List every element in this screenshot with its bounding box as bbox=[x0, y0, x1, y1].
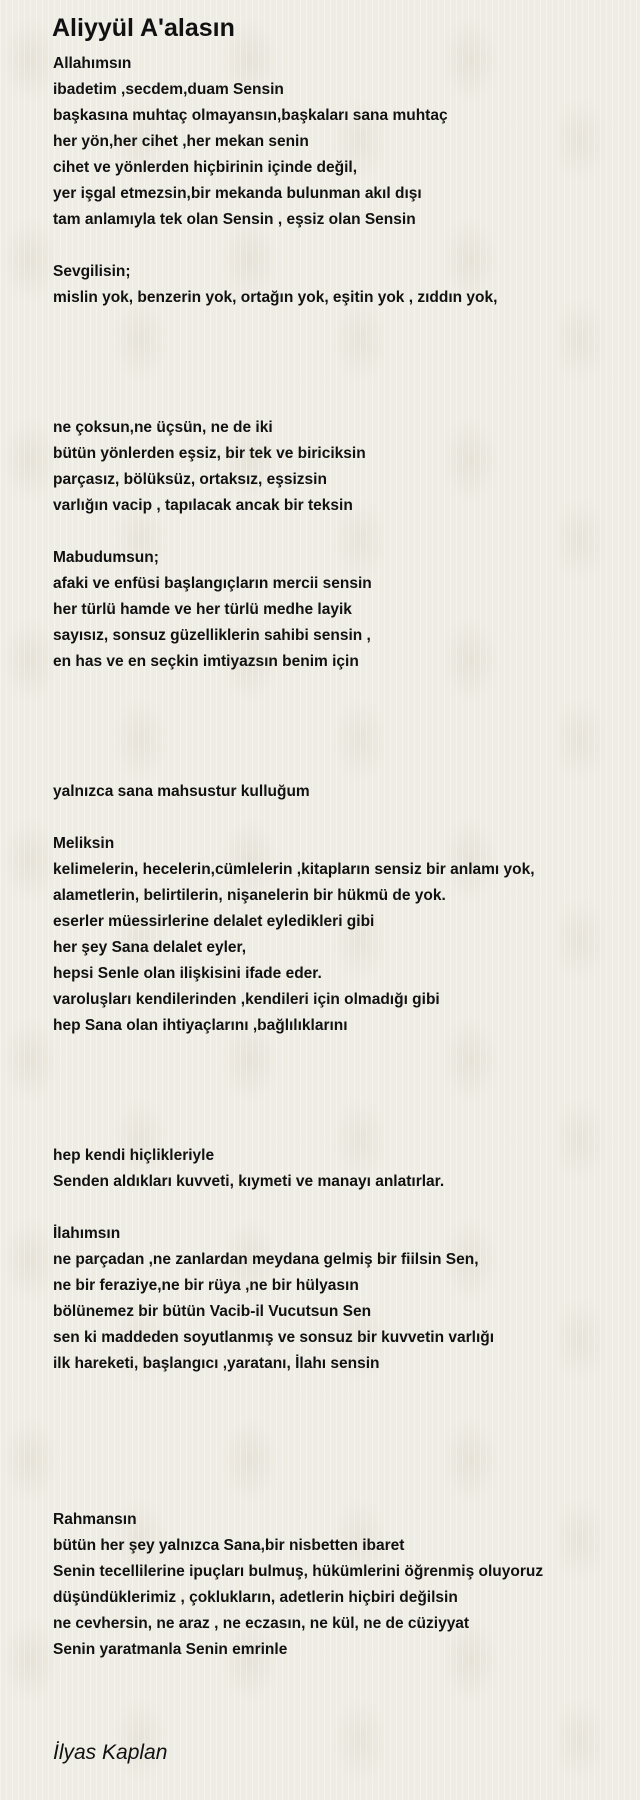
poem-line: yer işgal etmezsin,bir mekanda bulunman akıl dışı bbox=[53, 185, 422, 202]
poem-line: başkasına muhtaç olmayansın,başkaları sana muhtaç bbox=[53, 107, 448, 124]
poem-line: her yön,her cihet ,her mekan senin bbox=[53, 133, 309, 150]
poem-line: varoluşları kendilerinden ,kendileri için olmadığı gibi bbox=[53, 991, 440, 1008]
poem-line: hepsi Senle olan ilişkisini ifade eder. bbox=[53, 965, 322, 982]
poem-line: her şey Sana delalet eyler, bbox=[53, 939, 247, 956]
poem-line: Senin yaratmanla Senin emrinle bbox=[53, 1641, 288, 1658]
poem-author: İlyas Kaplan bbox=[53, 1741, 168, 1764]
blank-line bbox=[53, 753, 633, 779]
blank-line bbox=[53, 233, 633, 259]
poem-line: ibadetim ,secdem,duam Sensin bbox=[53, 81, 284, 98]
blank-line bbox=[53, 1195, 633, 1221]
poem-line: Meliksin bbox=[53, 835, 115, 852]
poem-line: kelimelerin, hecelerin,cümlelerin ,kitapların sensiz bir anlamı yok, bbox=[53, 861, 535, 878]
poem-title: Aliyyül A'alasın bbox=[52, 14, 235, 42]
poem-line: alametlerin, belirtilerin, nişanelerin bir hükmü de yok. bbox=[53, 887, 446, 904]
blank-line bbox=[53, 337, 633, 363]
blank-line bbox=[53, 1481, 633, 1507]
poem-line: yalnızca sana mahsustur kulluğum bbox=[53, 783, 310, 800]
blank-line bbox=[53, 1403, 633, 1429]
poem-line: Sevgilisin; bbox=[53, 263, 131, 280]
poem-line: hep Sana olan ihtiyaçlarını ,bağlılıklarını bbox=[53, 1017, 348, 1034]
poem-line: Senin tecellilerine ipuçları bulmuş, hükümlerini öğrenmiş oluyoruz bbox=[53, 1563, 544, 1580]
poem-line: bütün yönlerden eşsiz, bir tek ve biriciksin bbox=[53, 445, 366, 462]
blank-line bbox=[53, 1455, 633, 1481]
blank-line bbox=[53, 1039, 633, 1065]
poem-line: parçasız, bölüksüz, ortaksız, eşsizsin bbox=[53, 471, 327, 488]
blank-line bbox=[53, 1091, 633, 1117]
blank-line bbox=[53, 1429, 633, 1455]
poem-line: İlahımsın bbox=[53, 1225, 121, 1242]
poem-line: bütün her şey yalnızca Sana,bir nisbetten ibaret bbox=[53, 1537, 405, 1554]
poem-line: Senden aldıkları kuvveti, kıymeti ve manayı anlatırlar. bbox=[53, 1173, 445, 1190]
poem-line: en has ve en seçkin imtiyazsın benim için bbox=[53, 653, 359, 670]
blank-line bbox=[53, 363, 633, 389]
blank-line bbox=[53, 311, 633, 337]
poem-line: cihet ve yönlerden hiçbirinin içinde değil, bbox=[53, 159, 358, 176]
poem-line: her türlü hamde ve her türlü medhe layik bbox=[53, 601, 352, 618]
poem-line: ne parçadan ,ne zanlardan meydana gelmiş bir fiilsin Sen, bbox=[53, 1251, 479, 1268]
poem-line: Allahımsın bbox=[53, 55, 132, 72]
poem-line: Rahmansın bbox=[53, 1511, 137, 1528]
poem-line: bölünemez bir bütün Vacib-il Vucutsun Sen bbox=[53, 1303, 372, 1320]
poem-line: tam anlamıyla tek olan Sensin , eşsiz olan Sensin bbox=[53, 211, 416, 228]
poem-line: varlığın vacip , tapılacak ancak bir teksin bbox=[53, 497, 353, 514]
blank-line bbox=[53, 1117, 633, 1143]
poem-line: Mabudumsun; bbox=[53, 549, 159, 566]
poem-line: ne çoksun,ne üçsün, ne de iki bbox=[53, 419, 273, 436]
poem-line: eserler müessirlerine delalet eyledikleri gibi bbox=[53, 913, 375, 930]
blank-line bbox=[53, 389, 633, 415]
poem-line: mislin yok, benzerin yok, ortağın yok, eşitin yok , zıddın yok, bbox=[53, 289, 498, 306]
blank-line bbox=[53, 675, 633, 701]
poem-line: düşündüklerimiz , çoklukların, adetlerin hiçbiri değilsin bbox=[53, 1589, 458, 1606]
poem-body bbox=[53, 51, 633, 1663]
poem-line: ne cevhersin, ne araz , ne eczasın, ne kül, ne de cüziyyat bbox=[53, 1615, 470, 1632]
poem-line: sen ki maddeden soyutlanmış ve sonsuz bir kuvvetin varlığı bbox=[53, 1329, 495, 1346]
blank-line bbox=[53, 805, 633, 831]
blank-line bbox=[53, 727, 633, 753]
poem-line: afaki ve enfüsi başlangıçların mercii sensin bbox=[53, 575, 372, 592]
poem-line: ne bir feraziye,ne bir rüya ,ne bir hülyasın bbox=[53, 1277, 359, 1294]
poem-line: sayısız, sonsuz güzelliklerin sahibi sensin , bbox=[53, 627, 371, 644]
blank-line bbox=[53, 701, 633, 727]
blank-line bbox=[53, 519, 633, 545]
blank-line bbox=[53, 1065, 633, 1091]
poem-line: ilk hareketi, başlangıcı ,yaratanı, İlahı sensin bbox=[53, 1355, 380, 1372]
blank-line bbox=[53, 1377, 633, 1403]
poem-line: hep kendi hiçlikleriyle bbox=[53, 1147, 215, 1164]
